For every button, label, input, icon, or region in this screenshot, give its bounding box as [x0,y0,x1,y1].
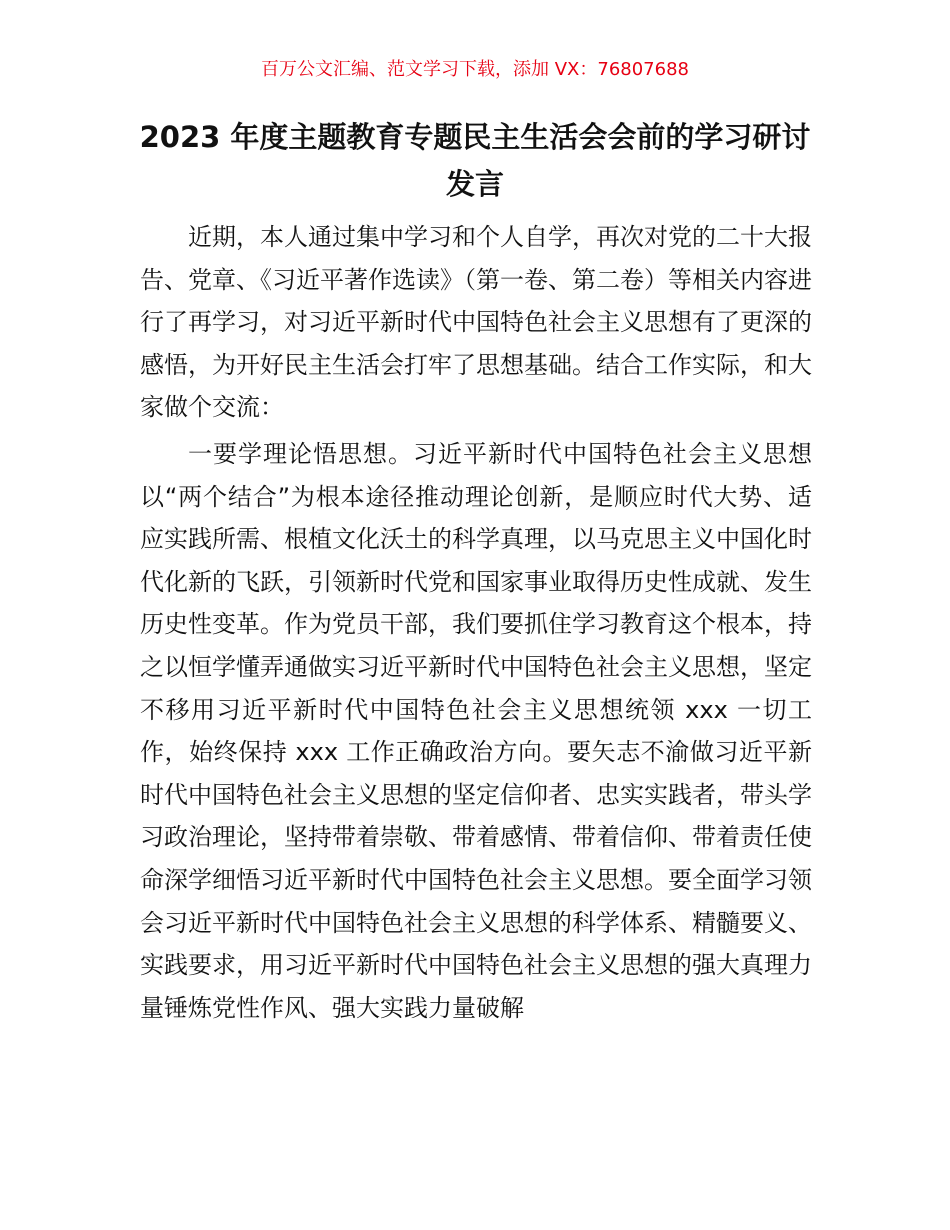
document-body [140,216,812,1029]
document-title: 2023 年度主题教育专题民主生活会会前的学习研讨发言 [139,120,811,201]
paragraph-intro: 近期，本人通过集中学习和个人自学，再次对党的二十大报告、党章、《习近平著作选读》（第一卷、第二卷）等相关内容进行了再学习，对习近平新时代中国特色社会主义思想有了更深的感悟，为开好民主生活会打牢了思想基础。结合工作实际，和大家做个交流： [140,223,812,422]
paragraph-theory: 一要学理论悟思想。习近平新时代中国特色社会主义思想以“两个结合”为根本途径推动理论创新，是顺应时代大势、适应实践所需、根植文化沃土的科学真理，以马克思主义中国化时代化新的飞跃，引领新时代党和国家事业取得历史性成就、发生历史性变革。作为党员干部，我们要抓住学习教育这个根本，持之以恒学懂弄通做实习近平新时代中国特色社会主义思想，坚定不移用习近平新时代中国特色社会主义思想统领 xxx 一切工作，始终保持 xxx 工作正确政治方向。要矢志不渝做习近平新时代中国特色社会主义思想的坚定信仰者、忠实实践者，带头学习政治理论，坚持带着崇敬、带着感情、带着信仰、带着责任使命深学细悟习近平新时代中国特色社会主义思想。要全面学习领会习近平新时代中国特色社会主义思想的科学体系、精髓要义、实践要求，用习近平新时代中国特色社会主义思想的强大真理力量锤炼党性作风、强大实践力量破解 [140,439,812,1022]
header-banner: 百万公文汇编、范文学习下载，添加 VX：76807688 [261,59,689,80]
